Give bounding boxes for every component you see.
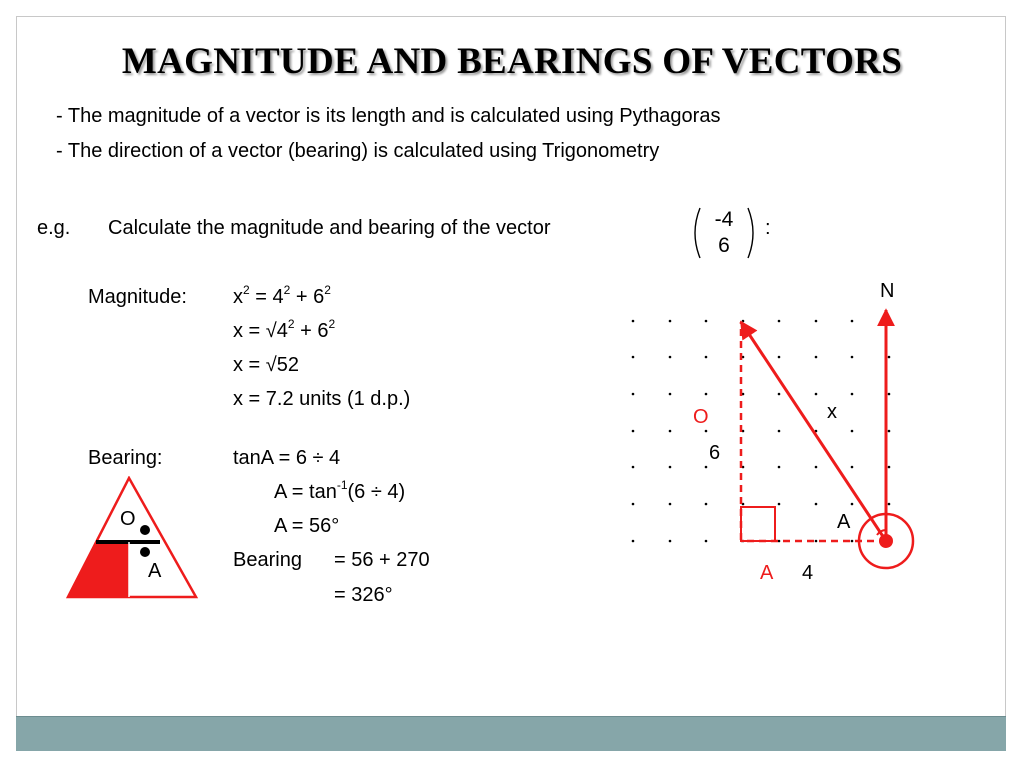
grid-dot [632,393,635,396]
grid-dot [705,393,708,396]
bearing-line-4-label: Bearing [233,549,302,571]
grid-dot [778,320,781,323]
grid-dot [778,393,781,396]
grid-dot [778,503,781,506]
magnitude-line-2: $x = √4^2 + 6^2$ [233,317,336,342]
triangle-o-label: O [120,508,136,530]
grid-dot [851,430,854,433]
intro-line-2: - The direction of a vector (bearing) is calculated using Trigonometry [56,140,660,162]
magnitude-line-4: x = 7.2 units (1 d.p.) [233,388,411,410]
grid-dot [851,356,854,359]
origin-point [879,534,893,548]
grid-dot [888,393,891,396]
bearing-line-1: tanA = 6 ÷ 4 [233,447,341,469]
grid-dot [815,503,818,506]
vector-bottom: 6 [718,234,730,257]
grid-dot [669,540,672,543]
grid-dot [705,430,708,433]
grid-dot [851,503,854,506]
vector-top: -4 [714,208,734,231]
grid-dot [669,320,672,323]
hypotenuse-label: x [827,401,837,423]
magnitude-line-1: $x^2 = 4^2 + 6^2$ [233,283,331,308]
grid-dot [669,430,672,433]
grid-dot [705,320,708,323]
adjacent-letter: A [760,562,774,584]
grid-dot [778,356,781,359]
magnitude-line-3: x = √52 [233,354,300,376]
grid-dot [669,356,672,359]
grid-dot [815,320,818,323]
triangle-a-label: A [148,560,162,582]
grid-dot [778,540,781,543]
grid-dot [705,356,708,359]
grid-dot [705,540,708,543]
opposite-value: 6 [709,442,721,464]
grid-dot [632,503,635,506]
grid-dot [632,540,635,543]
grid-dot [888,430,891,433]
angle-label: A [837,511,851,533]
grid-dot [778,466,781,469]
vector-colon: : [765,217,771,239]
magnitude-label: Magnitude: [88,286,187,308]
grid-dot [705,503,708,506]
grid-dot [669,466,672,469]
bearing-label: Bearing: [88,447,163,469]
grid-dot [632,466,635,469]
grid-dot [888,356,891,359]
grid-dot [815,393,818,396]
adjacent-value: 4 [802,562,814,584]
question-text: Calculate the magnitude and bearing of the vector [108,217,551,239]
grid-dot [705,466,708,469]
vector-arrow [741,322,886,541]
grid-dot [632,356,635,359]
grid-dot [778,430,781,433]
grid-dot [632,320,635,323]
opposite-letter: O [693,406,709,428]
eg-label: e.g. [37,217,71,239]
north-label: N [880,280,895,302]
right-angle-marker [741,507,775,541]
grid-dot [851,320,854,323]
intro-line-1: - The magnitude of a vector is its length and is calculated using Pythagoras [56,105,721,127]
slide-title: MAGNITUDE AND BEARINGS OF VECTORS [121,41,903,82]
bearing-line-2: $A = \tan^{-1}(6 \div 4)$ [274,478,406,503]
grid-dot [888,466,891,469]
grid-dot [888,320,891,323]
grid-dot [851,393,854,396]
grid-dot [888,503,891,506]
grid-dot [815,540,818,543]
grid-dot [669,503,672,506]
grid-dot [851,540,854,543]
grid-dot [815,466,818,469]
grid-dot [815,356,818,359]
bearing-line-3: A = 56° [274,515,340,537]
bearing-line-4-value: = 56 + 270 [334,549,430,571]
grid-dot [851,466,854,469]
bearing-line-5: = 326° [334,584,393,606]
grid-dot [632,430,635,433]
grid-dot [669,393,672,396]
